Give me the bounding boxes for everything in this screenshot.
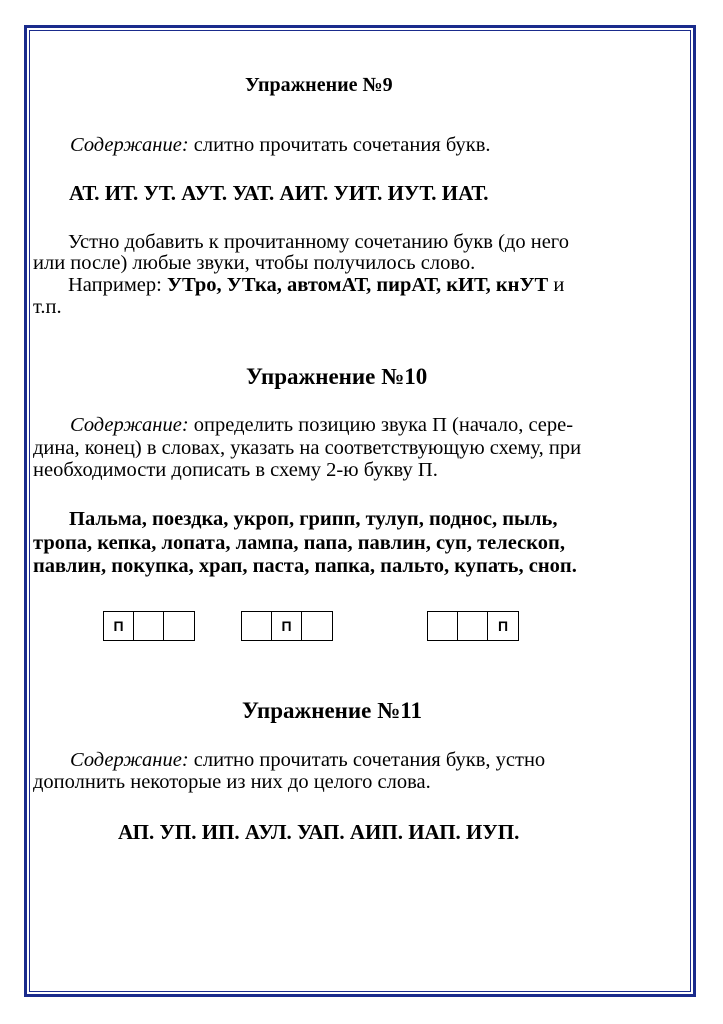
- exercise-11-syllables: АП. УП. ИП. АУЛ. УАП. АИП. ИАП. ИУП.: [118, 820, 520, 844]
- example-tail: и: [548, 274, 565, 296]
- exercise-9-task-line2: или после) любые звуки, чтобы получилось слово.: [33, 252, 476, 274]
- content-text: определить позицию звука П (начало, сере-: [188, 414, 574, 436]
- example-words: УТро, УТка, автомАТ, пирАТ, кИТ, кнУТ: [166, 274, 549, 296]
- content-label: Содержание:: [70, 414, 189, 436]
- scheme-cell: [428, 612, 458, 640]
- content-text: слитно прочитать сочетания букв.: [188, 134, 491, 156]
- exercise-10-words-line3: павлин, покупка, храп, паста, папка, пальто, купать, сноп.: [33, 555, 577, 577]
- scheme-cell: П: [272, 612, 302, 640]
- scheme-cell: [164, 612, 194, 640]
- content-label: Содержание:: [70, 134, 189, 156]
- exercise-10-content-line2: дина, конец) в словах, указать на соответствующую схему, при: [33, 437, 582, 459]
- exercise-9-syllables: АТ. ИТ. УТ. АУТ. УАТ. АИТ. УИТ. ИУТ. ИАТ.: [69, 181, 489, 205]
- scheme-beginning: [103, 611, 195, 641]
- exercise-10-words-line2: тропа, кепка, лопата, лампа, папа, павлин, суп, телескоп,: [33, 532, 565, 554]
- exercise-11-title: Упражнение №11: [242, 698, 422, 723]
- scheme-cell: [242, 612, 272, 640]
- exercise-11-content-line1: [70, 749, 545, 771]
- exercise-10-content-line1: [70, 414, 573, 436]
- exercise-9-content: [70, 134, 491, 156]
- scheme-cell: [458, 612, 488, 640]
- exercise-9-example: [68, 274, 564, 296]
- exercise-9-example-end: т.п.: [33, 296, 62, 318]
- scheme-cell: П: [104, 612, 134, 640]
- exercise-10-words-line1: Пальма, поездка, укроп, грипп, тулуп, поднос, пыль,: [69, 508, 558, 530]
- scheme-end: [427, 611, 519, 641]
- scheme-cell: [302, 612, 332, 640]
- exercise-10-title: Упражнение №10: [246, 364, 428, 389]
- scheme-cell: [134, 612, 164, 640]
- exercise-9-task-line1: Устно добавить к прочитанному сочетанию букв (до него: [68, 231, 569, 253]
- example-label: Например:: [68, 274, 167, 296]
- exercise-11-content-line2: дополнить некоторые из них до целого слова.: [33, 771, 431, 793]
- content-text: слитно прочитать сочетания букв, устно: [188, 749, 546, 771]
- scheme-cell: П: [497, 618, 509, 634]
- scheme-middle: [241, 611, 333, 641]
- content-label: Содержание:: [70, 749, 189, 771]
- exercise-9-title: Упражнение №9: [245, 74, 393, 96]
- exercise-10-content-line3: необходимости дописать в схему 2-ю букву П.: [33, 459, 438, 481]
